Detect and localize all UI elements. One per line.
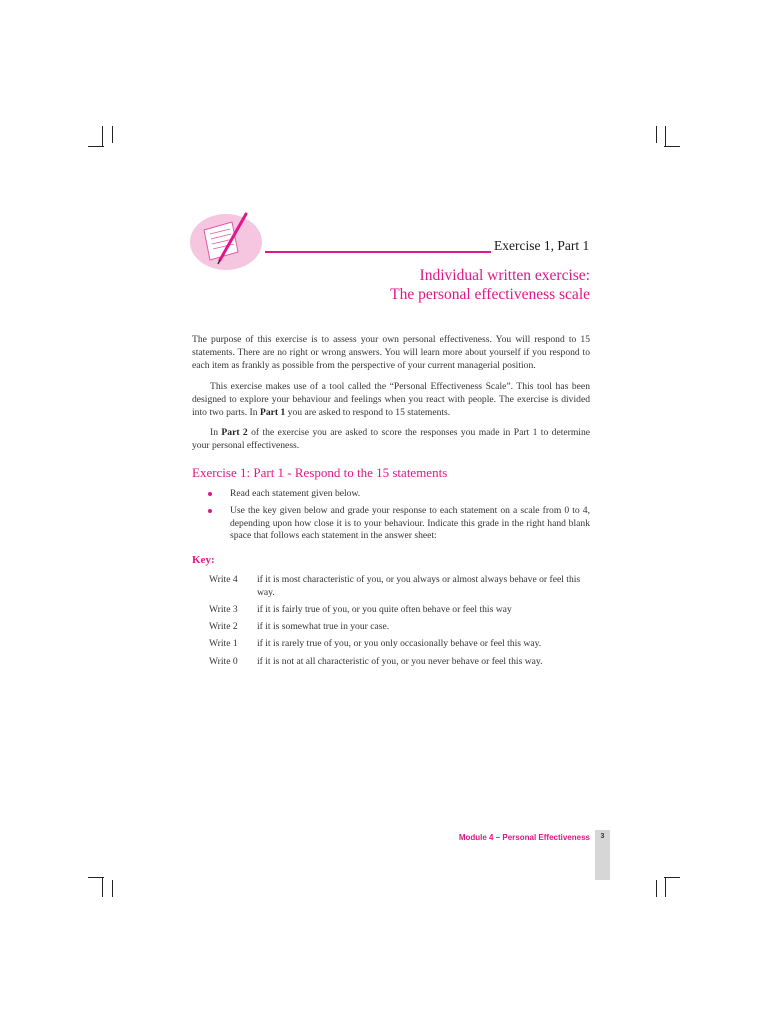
title-line-1: Individual written exercise: (419, 267, 590, 284)
page-tab (595, 830, 610, 880)
intro-p2-bold: Part 1 (259, 406, 286, 418)
key-description: if it is not at all characteristic of you, or you never behave or feel this way. (257, 655, 543, 667)
key-table (209, 574, 591, 673)
key-code: Write 2 (209, 621, 238, 633)
key-row (209, 638, 591, 651)
key-code: Write 0 (209, 655, 238, 667)
key-code: Write 1 (209, 638, 238, 650)
key-description: if it is most characteristic of you, or you always or almost always behave or feel this way. (257, 574, 581, 598)
key-row (209, 656, 591, 669)
writing-pad-icon (186, 208, 266, 274)
page-title (390, 266, 590, 304)
intro-p3-bold: Part 2 (221, 427, 248, 438)
section-heading: Exercise 1: Part 1 - Respond to the 15 statements (192, 465, 448, 480)
page-number: 3 (600, 833, 605, 840)
intro-paragraph-1: The purpose of this exercise is to assess your own personal effectiveness. You will respond to 15 statements. There are no right or wrong answers. You will learn more about yourself if you respond to each item as frankly as possible from the perspective of your current managerial position. (192, 334, 590, 371)
intro-paragraph-2 (192, 381, 590, 419)
intro-p2-text-a: This exercise makes use of a tool called the “Personal Effectiveness Scale”. This tool has been designed to explore your behaviour and feelings when you react with people. The exercise is divided into two parts. In (192, 381, 590, 418)
key-description: if it is somewhat true in your case. (257, 621, 390, 633)
key-row (209, 621, 591, 634)
module-footer: Module 4 – Personal Effectiveness (458, 833, 590, 842)
intro-p2-text-c: you are asked to respond to 15 statements. (285, 406, 451, 418)
bullet-icon (208, 509, 212, 513)
key-description: if it is fairly true of you, or you quite often behave or feel this way (257, 603, 512, 615)
key-row (209, 574, 591, 600)
key-code: Write 3 (209, 603, 238, 615)
header-rule (265, 251, 491, 253)
title-line-2: The personal effectiveness scale (390, 286, 590, 303)
key-label: Key: (192, 554, 215, 566)
bullet-icon (208, 492, 212, 496)
intro-p3-text-a: In (210, 427, 222, 438)
list-item (208, 505, 590, 543)
key-code: Write 4 (209, 574, 238, 585)
list-item (208, 488, 590, 501)
intro-paragraph-3 (192, 427, 590, 453)
list-item-text: Use the key given below and grade your response to each statement on a scale from 0 to 4, depending upon how close it is to your behaviour. Indicate this grade in the right hand blank space that follows each statement in the answer sheet: (230, 504, 590, 542)
key-row (209, 604, 591, 617)
exercise-label: Exercise 1, Part 1 (494, 238, 590, 253)
intro-p3-text-c: of the exercise you are asked to score the responses you made in Part 1 to determine your personal effectiveness. (192, 427, 591, 451)
instruction-list (208, 488, 590, 547)
key-description: if it is rarely true of you, or you only occasionally behave or feel this way. (257, 638, 542, 650)
list-item-text: Read each statement given below. (230, 488, 361, 499)
